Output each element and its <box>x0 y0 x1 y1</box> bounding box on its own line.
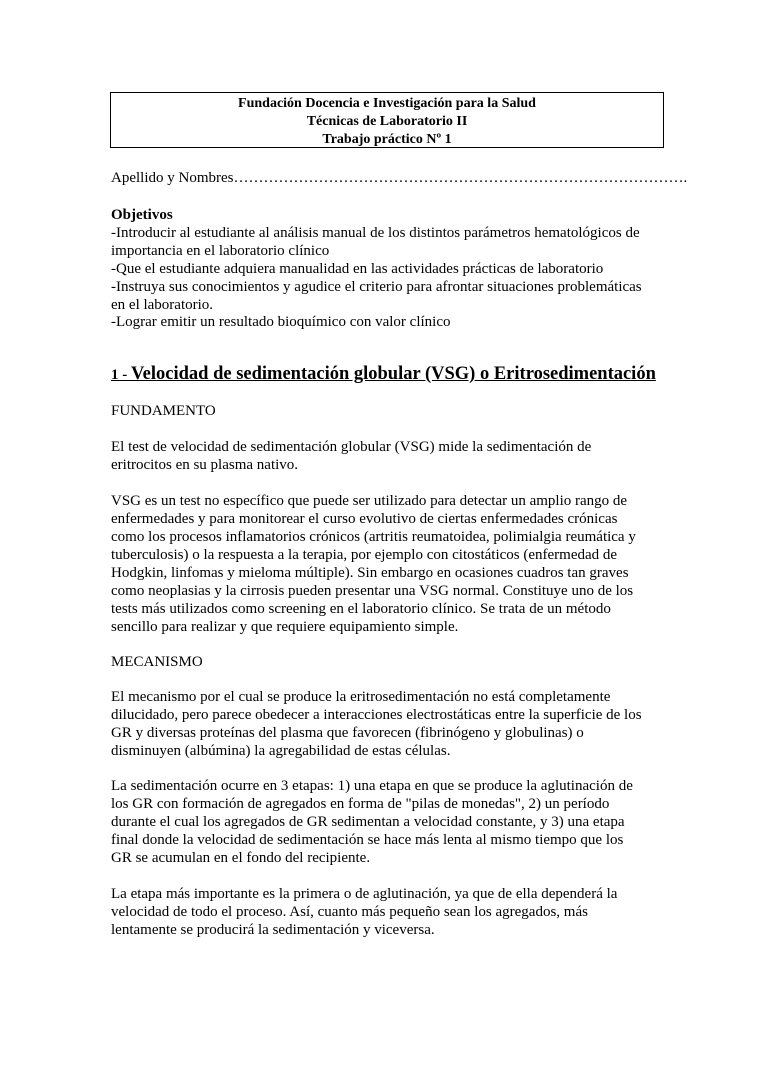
paragraph-line: El mecanismo por el cual se produce la eritrosedimentación no está completamente <box>111 689 611 705</box>
section-title-text: Velocidad de sedimentación globular (VSG) o Eritrosedimentación <box>131 364 656 384</box>
paragraph-line: Hodgkin, linfomas y mieloma múltiple). Sin embargo en ocasiones cuadros tan graves <box>111 565 629 581</box>
paragraph-line: disminuyen (albúmina) la agregabilidad de estas células. <box>111 743 451 759</box>
paragraph-line: dilucidado, pero parece obedecer a interacciones electrostáticas entre la superficie de los <box>111 707 642 723</box>
section-heading <box>111 362 656 387</box>
objective-line: en el laboratorio. <box>111 297 214 313</box>
paragraph-line: eritrocitos en su plasma nativo. <box>111 457 299 473</box>
paragraph-line: El test de velocidad de sedimentación globular (VSG) mide la sedimentación de <box>111 439 592 455</box>
institution-name: Fundación Docencia e Investigación para la Salud <box>238 96 536 111</box>
paragraph-line: velocidad de todo el proceso. Así, cuanto más pequeño sean los agregados, más <box>111 904 588 920</box>
paragraph-line: tests más utilizados como screening en el laboratorio clínico. Se trata de un método <box>111 601 611 617</box>
paragraph-line: durante el cual los agregados de GR sedimentan a velocidad constante, y 3) una etapa <box>111 814 625 830</box>
header-box <box>110 92 664 148</box>
paragraph-line: lentamente se producirá la sedimentación y viceversa. <box>111 922 435 938</box>
paragraph-line: GR se acumulan en el fondo del recipiente. <box>111 850 371 866</box>
fundamento-heading: FUNDAMENTO <box>111 403 216 419</box>
objective-line: -Lograr emitir un resultado bioquímico con valor clínico <box>111 314 451 330</box>
section-number: 1 - <box>111 367 131 383</box>
practical-title: Trabajo práctico Nº 1 <box>322 132 452 147</box>
paragraph-line: GR y diversas proteínas del plasma que favorecen (fibrinógeno y globulinas) o <box>111 725 584 741</box>
course-name: Técnicas de Laboratorio II <box>306 114 468 129</box>
paragraph-line: sencillo para realizar y que requiere equipamiento simple. <box>111 619 459 635</box>
objectives-title: Objetivos <box>111 207 173 223</box>
paragraph-line: tuberculosis) o la respuesta a la terapia, por ejemplo con citostáticos (enfermedad de <box>111 547 618 563</box>
paragraph-line: enfermedades y para monitorear el curso evolutivo de ciertas enfermedades crónicas <box>111 511 618 527</box>
paragraph-line: La sedimentación ocurre en 3 etapas: 1) una etapa en que se produce la aglutinación de <box>111 778 633 794</box>
name-line: Apellido y Nombres………………………………………………………………………………. <box>111 170 688 186</box>
objective-line: -Que el estudiante adquiera manualidad en las actividades prácticas de laboratorio <box>111 261 604 277</box>
paragraph-line: VSG es un test no específico que puede ser utilizado para detectar un amplio rango de <box>111 493 628 509</box>
objective-line: -Instruya sus conocimientos y agudice el criterio para afrontar situaciones problemáticas <box>111 279 642 295</box>
objective-line: -Introducir al estudiante al análisis manual de los distintos parámetros hematológicos de <box>111 225 640 241</box>
paragraph-line: los GR con formación de agregados en forma de "pilas de monedas", 2) un período <box>111 796 610 812</box>
paragraph-line: final donde la velocidad de sedimentación se hace más lenta al mismo tiempo que los <box>111 832 624 848</box>
paragraph-line: La etapa más importante es la primera o de aglutinación, ya que de ella dependerá la <box>111 886 618 902</box>
paragraph-line: como neoplasias y la cirrosis pueden presentar una VSG normal. Constituye uno de los <box>111 583 634 599</box>
paragraph-line: como los procesos inflamatorios crónicos (artritis reumatoidea, polimialgia reumática y <box>111 529 636 545</box>
objective-line: importancia en el laboratorio clínico <box>111 243 330 259</box>
mecanismo-heading: MECANISMO <box>111 654 203 670</box>
